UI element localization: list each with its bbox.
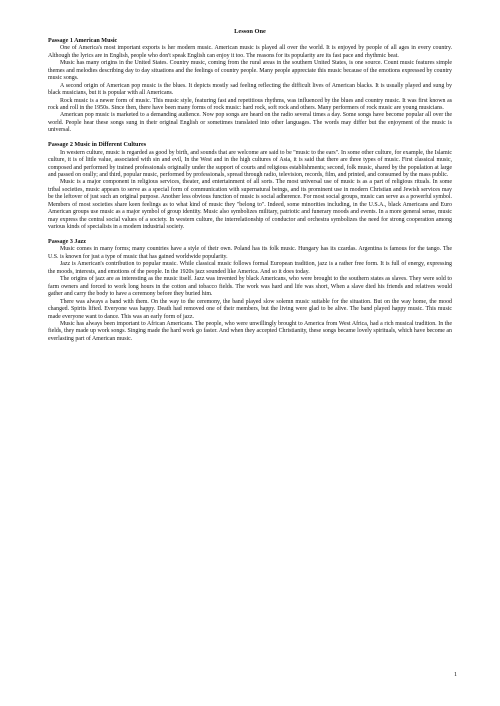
passage-1-paragraph: American pop music is marketed to a demanding audience. Now pop songs are heard on the radio several times a day. Some songs have become popular all over the world. People hear these songs sung in their original English or sometimes translated into other languages. The words may differ but the enjoyment of the music is universal. (48, 112, 452, 134)
document-body (48, 28, 452, 343)
passage-3-paragraph: Music has always been important to African Americans. The people, who were unwillingly brought to America from West Africa, had a rich musical tradition. In the fields, they made up work songs. Singing made the hard work go faster. And when they accepted Christianity, these songs became lovely spirituals, which have become an everlasting part of American music. (48, 320, 452, 342)
passage-2-paragraph: In western culture, music is regarded as good by birth, and sounds that are welcome are said to be "music to the ears". In some other culture, for example, the Islamic culture, it is of little value, associated with sin and evil, In the West and in the high cultures of Asia, it is said that there are three types of music. First classical music, composed and performed by trained professionals originally under the support of courts and religious establishments; second, folk music, shared by the population at large and passed on orally; and third, popular music, performed by professionals, spread through radio, television, records, film, and printed, and consumed by the mass public. (48, 149, 452, 178)
passage-1-paragraph: A second origin of American pop music is the blues. It depicts mostly sad feeling reflecting the difficult lives of American blacks. It is usually played and sung by black musicians, but it is popular with all Americans. (48, 82, 452, 97)
passage-1-paragraph: One of America's most important exports is her modern music. American music is played all over the world. It is enjoyed by people of all ages in every country. Although the lyrics are in English, people who don't speak English can enjoy it too. The reasons for its popularity are its fast pace and rhythmic beat. (48, 45, 452, 59)
passage-2 (48, 142, 452, 231)
passage-3-title: Passage 3 Jazz (48, 239, 86, 246)
passage-1-paragraph: Music has many origins in the United States. Country music, coming from the rural areas in the southern United States, is one source. Count music features simple themes and melodies describing day to day situations and the feelings of country people. Many people appreciate this music because of the emotions expressed by country music songs. (48, 60, 452, 82)
passage-3 (48, 239, 452, 343)
section-spacer (48, 135, 452, 142)
page-number: 1 (454, 671, 458, 678)
passage-3-paragraph: Music comes in many forms; many countries have a style of their own. Poland has its folk music. Hungary has its czardas. Argentina is famous for the tango. The U.S. is known for just a type of music that has gained worldwide popularity. (48, 246, 452, 260)
passage-1 (48, 38, 452, 135)
passage-2-title: Passage 2 Music in Different Cultures (48, 142, 147, 149)
passage-3-paragraph: The origins of jazz are as interesting as the music itself. Jazz was invented by black Americans, who were brought to the southern states as slaves. They were sold to farm owners and forced to work long hours in the cotton and tobacco fields. The work was hard and life was short, When a slave died his friends and relatives would gather and carry the body to have a ceremony before they buried him. (48, 276, 452, 298)
lesson-title: Lesson One (234, 28, 266, 35)
passage-3-paragraph: Jazz is American's contribution to popular music. While classical music follows formal European tradition, jazz is a rather free form. It is full of energy, expressing the moods, interests, and emotions of the people. In the 1920s jazz sounded like America. And so it does today. (48, 261, 452, 275)
passage-3-paragraph: There was always a band with them. On the way to the ceremony, the band played slow solemn music suitable for the situation. But on the way home, the mood changed. Spirits lifted. Everyone was happy. Death had removed one of their members, but the living were glad to be alive. The band played happy music. This music made everyone want to dance. This was an early form of jazz. (48, 298, 452, 320)
passage-2-paragraph: Music is a major component in religious services, theater, and entertainment of all sorts. The most universal use of music is as a part of religious rituals. In some tribal societies, music appears to serve as a special form of communication with supernatural beings, and its prominent use in modern Christian and Jewish services may be the leftover of just such an original purpose. Another less obvious function of music is social adherence. For most social groups, music can serve as a powerful symbol. Members of most societies share keen feelings as to what kind of music they "belong to". Indeed, some minorities including, in the U.S.A., black Americans and Euro American groups use music as a major symbol of group identity. Music also symbolizes military, patriotic and funerary moods and events. In a more general sense, music may express the central social values of a society. In western culture, the interrelationship of conductor and orchestra symbolizes the need for strong cooperation among various kinds of specialists in a modern industrial society. (48, 179, 452, 231)
passage-1-paragraph: Rock music is a newer form of music. This music style, featuring fast and repetitious rhythms, was influenced by the blues and country music. It was first known as rock and roll in the 1950s. Since then, there have been many forms of rock music: hard rock, soft rock and others. Many performers of rock music are young musicians. (48, 97, 452, 112)
passage-1-title: Passage 1 American Music (48, 38, 118, 44)
section-spacer (48, 232, 452, 239)
